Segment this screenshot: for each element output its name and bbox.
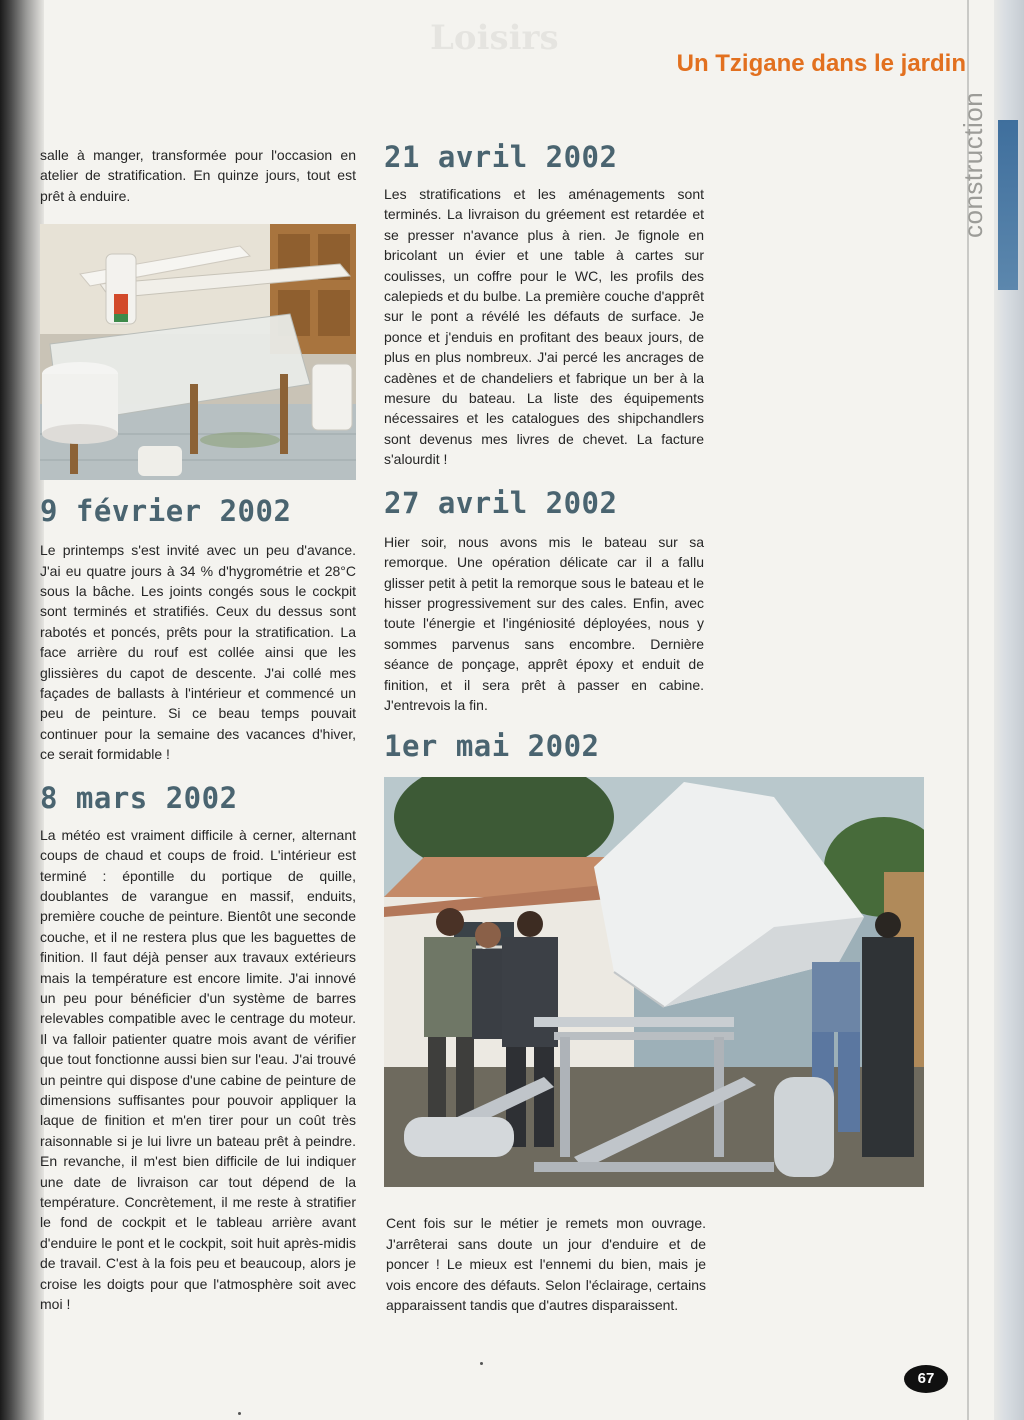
date-heading-avril-27: 27 avril 2002	[384, 485, 618, 520]
text-avril-21: Les stratifications et les aménagements sont terminés. La livraison du gréement est retardée et se presser n'avance plus à rien. Je fignole en bricolant un évier et une table à cartes sur coulisses, un coffre pour le WC, les profils des calepieds et du bulbe. La première couche d'apprêt sur le pont a révélé les défauts de surface. Je ponce et j'enduis en profitant des beaux jours, de plus en plus nombreux. J'ai percé les ancrages de cadènes et de chandeliers et fabrique un ber à la mesure du bateau. La liste des équipements nécessaires et les catalogues des shipchandlers sont devenus mes livres de chevet. La facture s'alourdit !	[384, 186, 704, 468]
date-heading-fevrier: 9 février 2002	[40, 494, 292, 529]
workshop-photo-illustration	[40, 224, 356, 480]
print-speck	[238, 1412, 241, 1415]
text-mai: Cent fois sur le métier je remets mon ouvrage. J'arrêterai sans doute un jour d'enduire et de poncer ! Le mieux est l'ennemi du bien, mais je vois encore des défauts. Selon l'éclairage, certains apparaissent tandis que d'autres disparaissent.	[386, 1215, 706, 1313]
trailer-photo-illustration	[384, 777, 924, 1187]
text-mars: La météo est vraiment difficile à cerner, alternant coups de chaud et coups de froid. L'intérieur est terminé : épontille du portique de quille, doublantes de varangue en massif, enduits, première couche de peinture. Bientôt une seconde couche, et il ne restera plus que les baguettes de finition. Il faut déjà penser aux travaux extérieurs mais la température est encore limite. J'ai innové un peu pour bénéficier d'un système de barres relevables compatible avec le centrage du moteur. Il va falloir patienter quatre mois avant de vérifier que tout fonctionne aussi bien sur l'eau. J'ai trouvé un peintre qui dispose d'une cabine de peinture de dimensions suffisantes pour pouvoir appliquer la laque de finition et m'en tirer pour un coût très raisonnable si je lui livre un bateau prêt à peindre. En revanche, il m'est bien difficile de lui indiquer une date de livraison car tout dépend de la température. Concrètement, il me reste à stratifier le fond de cockpit et le tableau arrière avant d'enduire le pont et le cockpit, soit huit après-midis de travail. C'est à la fois peu et beaucoup, alors je croise les doigts pour que l'atmosphère soit avec moi !	[40, 826, 356, 1313]
trailer-photo	[384, 777, 704, 1187]
show-through-text: Loisirs	[430, 18, 559, 58]
binding-shadow	[0, 0, 44, 1420]
edge-color-strip	[998, 120, 1018, 290]
section-label: construction	[958, 91, 988, 238]
left-column	[40, 145, 356, 1314]
page-edge	[994, 0, 1024, 1420]
right-column	[384, 140, 704, 1315]
date-heading-mars: 8 mars 2002	[40, 780, 238, 815]
article-title: Un Tzigane dans le jardin	[676, 50, 966, 77]
text-fevrier: Le printemps s'est invité avec un peu d'avance. J'ai eu quatre jours à 34 % d'hygrométrie et 28°C sous la bâche. Les joints congés sous le cockpit sont terminés et stratifiés. Ceux du dessus sont rabotés et poncés, prêts pour la stratification. La face arrière du rouf est collée ainsi que les glissières du capot de descente. J'ai collé mes façades de ballasts à l'intérieur et commencé un peu de peinture. Si ce beau temps pouvait continuer pour la semaine des vacances d'hiver, ce serait formidable !	[40, 542, 356, 763]
workshop-photo	[40, 224, 356, 480]
date-heading-mai: 1er mai 2002	[384, 729, 600, 764]
date-heading-avril-21: 21 avril 2002	[384, 140, 618, 174]
print-speck	[480, 1362, 483, 1365]
intro-text: salle à manger, transformée pour l'occasion en atelier de stratification. En quinze jours, tout est prêt à enduire.	[40, 147, 356, 204]
text-avril-27: Hier soir, nous avons mis le bateau sur sa remorque. Une opération délicate car il a fallu glisser petit à petit la remorque sous le bateau et le hisser progressivement sur des cales. Enfin, avec toute l'énergie et l'ingéniosité déployées, nous y sommes parvenus sans encombre. Dernière séance de ponçage, apprêt époxy et enduit de finition, et il sera prêt à passer en cabine. J'entrevois la fin.	[384, 533, 704, 713]
page-number: 67	[904, 1365, 948, 1393]
